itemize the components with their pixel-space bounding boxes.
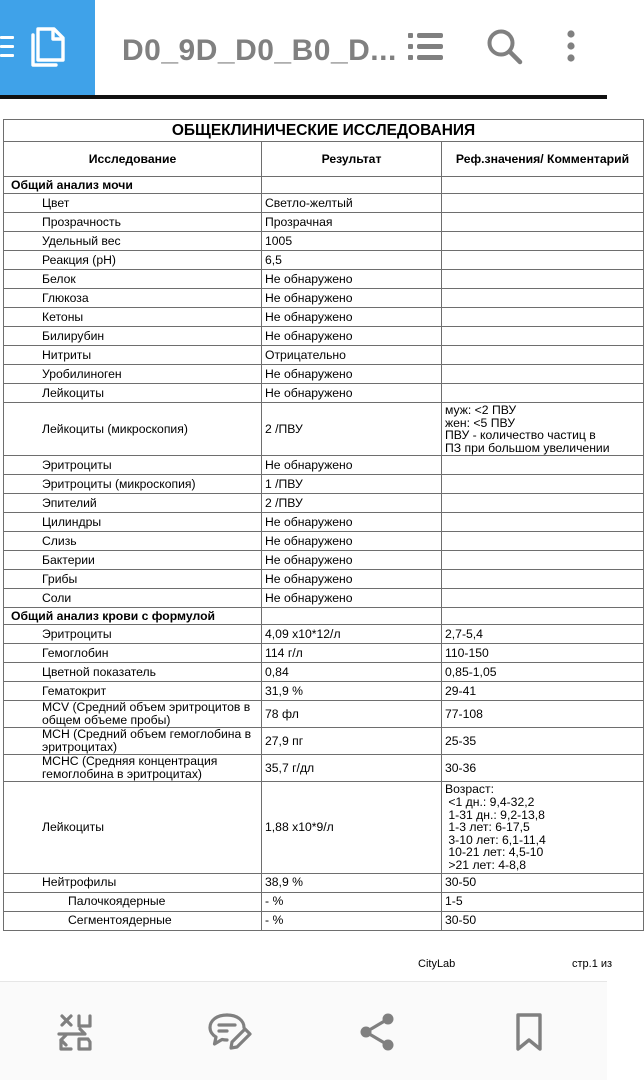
- top-app-bar: [0, 0, 607, 95]
- table-row: [4, 782, 644, 873]
- test-name-cell: Уробилиноген: [4, 365, 262, 384]
- table-row: [4, 911, 644, 930]
- result-cell: Не обнаружено: [262, 289, 442, 308]
- table-row: [4, 589, 644, 608]
- test-name-cell: Палочкоядерные: [4, 892, 262, 911]
- result-cell: Не обнаружено: [262, 532, 442, 551]
- result-cell: - %: [262, 911, 442, 930]
- result-cell: 78 фл: [262, 701, 442, 728]
- section-row: [4, 608, 644, 625]
- test-name-cell: Белок: [4, 270, 262, 289]
- reference-cell: [442, 365, 644, 384]
- result-cell: Не обнаружено: [262, 327, 442, 346]
- test-name-cell: Эритроциты: [4, 456, 262, 475]
- result-cell: 1 /ПВУ: [262, 475, 442, 494]
- test-name-cell: Гематокрит: [4, 682, 262, 701]
- menu-icon[interactable]: [0, 36, 14, 58]
- table-row: [4, 270, 644, 289]
- section-title: Общий анализ мочи: [4, 177, 262, 194]
- result-cell: Не обнаружено: [262, 570, 442, 589]
- test-name-cell: Лейкоциты: [4, 384, 262, 403]
- table-header-row: [4, 142, 644, 177]
- result-cell: 35,7 г/дл: [262, 755, 442, 782]
- result-cell: Не обнаружено: [262, 270, 442, 289]
- table-row: [4, 194, 644, 213]
- table-row: [4, 625, 644, 644]
- reference-cell: 30-50: [442, 911, 644, 930]
- test-name-cell: Эпителий: [4, 494, 262, 513]
- document-title: D0_9D_D0_B0_D...: [122, 34, 397, 67]
- test-name-cell: Лейкоциты: [4, 782, 262, 873]
- share-icon[interactable]: [358, 1012, 396, 1052]
- table-row: [4, 755, 644, 782]
- section-empty-cell: [262, 608, 442, 625]
- result-cell: Светло-желтый: [262, 194, 442, 213]
- test-name-cell: MCH (Средний объем гемоглобина в эритроцитах): [4, 728, 262, 755]
- convert-icon[interactable]: [55, 1012, 95, 1052]
- table-row: [4, 532, 644, 551]
- reference-cell: 77-108: [442, 701, 644, 728]
- document-icon: [30, 26, 66, 68]
- reference-cell: [442, 327, 644, 346]
- test-name-cell: Эритроциты (микроскопия): [4, 475, 262, 494]
- result-cell: 114 г/л: [262, 644, 442, 663]
- result-cell: 0,84: [262, 663, 442, 682]
- table-row: [4, 289, 644, 308]
- reference-cell: Возраст: <1 дн.: 9,4-32,2 1-31 дн.: 9,2-13,8 1-3 лет: 6-17,5 3-10 лет: 6,1-11,4 10-21 лет: 4,5-10 >21 лет: 4-8,8: [442, 782, 644, 873]
- table-row: [4, 365, 644, 384]
- reference-cell: [442, 213, 644, 232]
- result-cell: 27,9 пг: [262, 728, 442, 755]
- table-row: [4, 213, 644, 232]
- reference-cell: [442, 232, 644, 251]
- table-row: [4, 494, 644, 513]
- test-name-cell: Лейкоциты (микроскопия): [4, 403, 262, 456]
- list-icon[interactable]: [408, 31, 444, 63]
- table-row: [4, 513, 644, 532]
- document-tab-button[interactable]: [0, 0, 95, 95]
- reference-cell: [442, 289, 644, 308]
- section-empty-cell: [262, 177, 442, 194]
- reference-cell: [442, 384, 644, 403]
- test-name-cell: MCV (Средний объем эритроцитов в общем объеме пробы): [4, 701, 262, 728]
- table-row: [4, 327, 644, 346]
- test-name-cell: Билирубин: [4, 327, 262, 346]
- result-cell: Не обнаружено: [262, 551, 442, 570]
- table-row: [4, 728, 644, 755]
- test-name-cell: Эритроциты: [4, 625, 262, 644]
- table-row: [4, 232, 644, 251]
- table-row: [4, 701, 644, 728]
- search-icon[interactable]: [486, 28, 524, 66]
- reference-cell: [442, 194, 644, 213]
- test-name-cell: Грибы: [4, 570, 262, 589]
- result-cell: 31,9 %: [262, 682, 442, 701]
- bottom-toolbar: [0, 981, 607, 1080]
- test-name-cell: Слизь: [4, 532, 262, 551]
- test-name-cell: Цвет: [4, 194, 262, 213]
- table-title-row: [4, 120, 644, 142]
- test-name-cell: Глюкоза: [4, 289, 262, 308]
- section-row: [4, 177, 644, 194]
- table-row: [4, 663, 644, 682]
- table-row: [4, 456, 644, 475]
- table-title: ОБЩЕКЛИНИЧЕСКИЕ ИССЛЕДОВАНИЯ: [4, 120, 644, 142]
- table-row: [4, 570, 644, 589]
- table-row: [4, 403, 644, 456]
- test-name-cell: Удельный вес: [4, 232, 262, 251]
- reference-cell: [442, 251, 644, 270]
- header-reference: Реф.значения/ Комментарий: [442, 142, 644, 177]
- test-name-cell: Гемоглобин: [4, 644, 262, 663]
- reference-cell: 1-5: [442, 892, 644, 911]
- reference-cell: [442, 532, 644, 551]
- reference-cell: [442, 570, 644, 589]
- table-row: [4, 346, 644, 365]
- test-name-cell: Нитриты: [4, 346, 262, 365]
- reference-cell: [442, 270, 644, 289]
- table-row: [4, 384, 644, 403]
- reference-cell: 30-36: [442, 755, 644, 782]
- reference-cell: муж: <2 ПВУ жен: <5 ПВУ ПВУ - количество частиц в ПЗ при большом увеличении: [442, 403, 644, 456]
- header-result: Результат: [262, 142, 442, 177]
- footer-page-number: стр.1 из: [572, 958, 613, 970]
- reference-cell: 110-150: [442, 644, 644, 663]
- reference-cell: [442, 308, 644, 327]
- header-test: Исследование: [4, 142, 262, 177]
- reference-cell: [442, 513, 644, 532]
- table-row: [4, 873, 644, 892]
- reference-cell: [442, 475, 644, 494]
- results-table: [3, 119, 644, 931]
- result-cell: 4,09 x10*12/л: [262, 625, 442, 644]
- document-page[interactable]: [0, 99, 630, 981]
- result-cell: 2 /ПВУ: [262, 494, 442, 513]
- result-cell: Не обнаружено: [262, 456, 442, 475]
- result-cell: Не обнаружено: [262, 589, 442, 608]
- reference-cell: [442, 589, 644, 608]
- result-cell: - %: [262, 892, 442, 911]
- test-name-cell: Сегментоядерные: [4, 911, 262, 930]
- table-row: [4, 308, 644, 327]
- table-row: [4, 682, 644, 701]
- reference-cell: [442, 346, 644, 365]
- reference-cell: [442, 456, 644, 475]
- table-row: [4, 551, 644, 570]
- section-empty-cell: [442, 177, 644, 194]
- test-name-cell: Прозрачность: [4, 213, 262, 232]
- result-cell: 1,88 x10*9/л: [262, 782, 442, 873]
- result-cell: Отрицательно: [262, 346, 442, 365]
- reference-cell: 0,85-1,05: [442, 663, 644, 682]
- test-name-cell: Нейтрофилы: [4, 873, 262, 892]
- result-cell: Не обнаружено: [262, 365, 442, 384]
- test-name-cell: Цветной показатель: [4, 663, 262, 682]
- table-row: [4, 644, 644, 663]
- section-empty-cell: [442, 608, 644, 625]
- result-cell: Не обнаружено: [262, 384, 442, 403]
- reference-cell: [442, 494, 644, 513]
- test-name-cell: Соли: [4, 589, 262, 608]
- reference-cell: [442, 551, 644, 570]
- comment-icon[interactable]: [207, 1012, 251, 1052]
- result-cell: 6,5: [262, 251, 442, 270]
- section-title: Общий анализ крови с формулой: [4, 608, 262, 625]
- footer-lab-name: CityLab: [418, 958, 456, 970]
- result-cell: 1005: [262, 232, 442, 251]
- reference-cell: 30-50: [442, 873, 644, 892]
- table-row: [4, 251, 644, 270]
- bookmark-icon[interactable]: [514, 1012, 544, 1052]
- table-row: [4, 892, 644, 911]
- result-cell: 2 /ПВУ: [262, 403, 442, 456]
- result-cell: 38,9 %: [262, 873, 442, 892]
- test-name-cell: Реакция (pH): [4, 251, 262, 270]
- reference-cell: 25-35: [442, 728, 644, 755]
- more-vert-icon[interactable]: [565, 29, 577, 65]
- table-row: [4, 475, 644, 494]
- test-name-cell: Бактерии: [4, 551, 262, 570]
- result-cell: Не обнаружено: [262, 308, 442, 327]
- reference-cell: 29-41: [442, 682, 644, 701]
- test-name-cell: Кетоны: [4, 308, 262, 327]
- test-name-cell: MCHC (Средняя концентрация гемоглобина в эритроцитах): [4, 755, 262, 782]
- result-cell: Прозрачная: [262, 213, 442, 232]
- result-cell: Не обнаружено: [262, 513, 442, 532]
- test-name-cell: Цилиндры: [4, 513, 262, 532]
- reference-cell: 2,7-5,4: [442, 625, 644, 644]
